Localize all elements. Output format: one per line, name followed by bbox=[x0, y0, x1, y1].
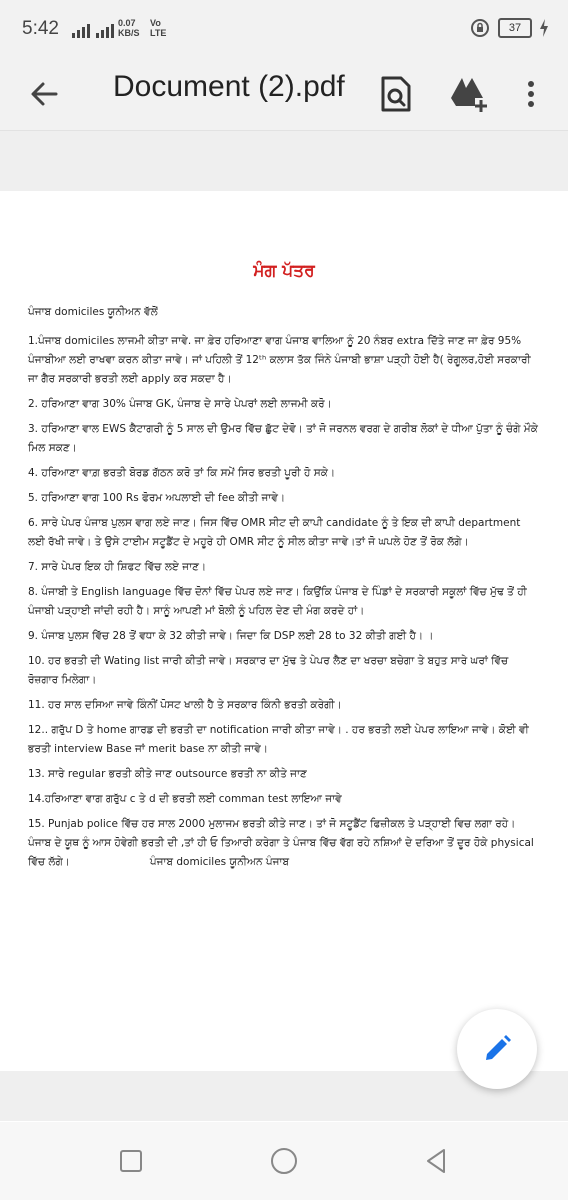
edit-fab-button[interactable] bbox=[457, 1009, 537, 1089]
doc-paragraph-8: 8. ਪੰਜਾਬੀ ਤੇ English language ਵਿੱਚ ਦੋਨਾਂ ਵਿੱਚ ਪੇਪਰ ਲਏ ਜਾਣ। ਕਿਉਂਕਿ ਪੰਜਾਬ ਦੇ ਪਿੰਡਾਂ ਦੇ ਸਰਕਾਰੀ ਸਕੂਲਾਂ ਵਿੱਚ ਮੁੱਢ ਤੋਂ ਹੀ ਪੰਜਾਬੀ ਪੜ੍ਹਾਈ ਜਾਂਦੀ ਰਹੀ ਹੈ। ਸਾਨੂੰ ਆਪਣੀ ਮਾਂ ਬੋਲੀ ਨੂੰ ਪਹਿਲ ਦੇਣ ਦੀ ਮੰਗ ਕਰਦੇ ਹਾਂ। bbox=[28, 586, 527, 617]
status-time: 5:42 bbox=[22, 18, 59, 39]
battery-icon: 37 bbox=[498, 18, 532, 38]
document-title: Document (2).pdf bbox=[113, 70, 345, 103]
system-nav-bar bbox=[0, 1122, 568, 1200]
drive-add-icon[interactable] bbox=[449, 74, 487, 114]
doc-signature: ਪੰਜਾਬ domiciles ਯੂਨੀਅਨ ਪੰਜਾਬ bbox=[149, 856, 290, 868]
doc-paragraph-4: 4. ਹਰਿਆਣਾ ਵਾਗ਼ ਭਰਤੀ ਬੋਰਡ ਗੱਠਨ ਕਰੋ ਤਾਂ ਕਿ ਸਮੇਂ ਸਿਰ ਭਰਤੀ ਪੂਰੀ ਹੋ ਸਕੇ। bbox=[28, 467, 336, 479]
signal-icon bbox=[72, 22, 116, 38]
doc-paragraph-12: 12.. ਗਰੁੱਪ D ਤੇ home ਗਾਰਡ ਦੀ ਭਰਤੀ ਦਾ notification ਜਾਰੀ ਕੀਤਾ ਜਾਵੇ। . ਹਰ ਭਰਤੀ ਲਈ ਪੇਪਰ ਲਾਇਆ ਜਾਵੇ। ਕੋਈ ਵੀ ਭਰਤੀ interview Base ਜਾਂ merit base ਨਾ ਕੀਤੀ ਜਾਵੇ। bbox=[28, 724, 529, 755]
doc-intro: ਪੰਜਾਬ domiciles ਯੂਨੀਅਨ ਵੱਲੋਂ bbox=[28, 306, 158, 318]
status-bar bbox=[0, 0, 568, 58]
home-circle-icon[interactable] bbox=[269, 1146, 299, 1176]
doc-paragraph-13: 13. ਸਾਰੇ regular ਭਰਤੀ ਕੀਤੇ ਜਾਣ outsource ਭਰਤੀ ਨਾ ਕੀਤੇ ਜਾਣ bbox=[28, 768, 307, 780]
doc-paragraph-7: 7. ਸਾਰੇ ਪੇਪਰ ਇਕ ਹੀ ਸ਼ਿਫਟ ਵਿੱਚ ਲਏ ਜਾਣ। bbox=[28, 561, 207, 573]
network-speed: 0.07 KB/S bbox=[118, 18, 140, 38]
doc-body bbox=[28, 303, 540, 878]
recents-square-icon[interactable] bbox=[116, 1146, 146, 1176]
doc-paragraph-6: 6. ਸਾਰੇ ਪੇਪਰ ਪੰਜਾਬ ਪੁਲਸ ਵਾਗ ਲਏ ਜਾਣ। ਜਿਸ ਵਿੱਚ OMR ਸੀਟ ਦੀ ਕਾਪੀ candidate ਨੂੰ ਤੇ ਇਕ ਦੀ ਕਾਪੀ department ਲਈ ਰੱਖੀ ਜਾਵੇ। ਤੇ ਉਸੇ ਟਾਈਮ ਸਟੂਡੈਂਟ ਦੇ ਮਹੂਰੇ ਹੀ OMR ਸੀਟ ਨੂੰ ਸੀਲ ਕੀਤਾ ਜਾਵੇ।ਤਾਂ ਜੋ ਘਪਲੇ ਹੋਣ ਤੋਂ ਰੋਕ ਲੱਗੇ। bbox=[28, 517, 521, 548]
status-right bbox=[470, 18, 548, 38]
doc-paragraph-14: 14.ਹਰਿਆਣਾ ਵਾਗ ਗਰੁੱਪ c ਤੇ d ਦੀ ਭਰਤੀ ਲਈ comman test ਲਾਇਆ ਜਾਵੇ bbox=[28, 793, 342, 805]
doc-paragraph-15-text: 15. Punjab police ਵਿੱਚ ਹਰ ਸਾਲ 2000 ਮੁਲਾਜਮ ਭਰਤੀ ਕੀਤੇ ਜਾਣ। ਤਾਂ ਜੋ ਸਟੂਡੈਂਟ ਫਿਜ਼ੀਕਲ ਤੇ ਪੜ੍ਹਾਈ ਵਿਚ ਲਗਾ ਰਹੇ। ਪੰਜਾਬ ਦੇ ਯੂਥ ਨੂੰ ਆਸ ਹੋਵੇਗੀ ਭਰਤੀ ਦੀ ,ਤਾਂ ਹੀ ਓ ਤਿਆਰੀ ਕਰੇਗਾ ਤੇ ਪੰਜਾਬ ਵਿੱਚ ਵੱਗ ਰਹੇ ਨਸ਼ਿਆਂ ਦੇ ਦਰਿਆ ਤੋਂ ਦੂਰ ਹੋਕੇ physical ਵਿੱਚ ਲੱਗੇ। bbox=[28, 818, 534, 868]
doc-paragraph-9: 9. ਪੰਜਾਬ ਪੁਲਸ ਵਿੱਚ 28 ਤੋਂ ਵਧਾ ਕੇ 32 ਕੀਤੀ ਜਾਵੇ। ਜਿਦਾ ਕਿ DSP ਲਈ 28 to 32 ਕੀਤੀ ਗਈ ਹੈ। । bbox=[28, 630, 434, 642]
doc-paragraph-15 bbox=[28, 815, 540, 872]
doc-paragraph-3: 3. ਹਰਿਆਣਾ ਵਾਲ EWS ਕੈਟਾਗਰੀ ਨੂੰ 5 ਸਾਲ ਦੀ ਉਮਰ ਵਿੱਚ ਛੁੱਟ ਦੇਵੋ। ਤਾਂ ਜੋ ਜਰਨਲ ਵਰਗ ਦੇ ਗਰੀਬ ਲੋਕਾਂ ਦੇ ਧੀਆ ਪੁੱਤਾ ਨੂੰ ਚੰਗੇ ਮੌਕੇ ਮਿਲ ਸਕਣ। bbox=[28, 423, 538, 454]
charging-bolt-icon bbox=[540, 19, 548, 37]
app-toolbar bbox=[0, 58, 568, 131]
doc-paragraph-1: 1.ਪੰਜਾਬ domiciles ਲਾਜਮੀ ਕੀਤਾ ਜਾਵੇ. ਜਾ ਫ਼ੇਰ ਹਰਿਆਣਾ ਵਾਗ ਪੰਜਾਬ ਵਾਲਿਆ ਨੂੰ 20 ਨੰਬਰ extra ਦਿੱਤੇ ਜਾਣ ਜਾ ਫ਼ੇਰ 95% ਪੰਜਾਬੀਆ ਲਈ ਰਾਖਵਾ ਕਰਨ ਕੀਤਾ ਜਾਵੇ। ਜਾਂ ਪਹਿਲੀ ਤੋਂ 12ᵗʰ ਕਲਾਸ ਤੱਕ ਜਿੰਨੇ ਪੰਜਾਬੀ ਭਾਸ਼ਾ ਪੜ੍ਹੀ ਹੋਈ ਹੈ( ਰੇਗੂਲਰ,ਹੋਈ ਸਰਕਾਰੀ ਜਾ ਗੈਰ ਸਰਕਾਰੀ ਭਰਤੀ ਲਈ apply ਕਰ ਸਕਦਾ ਹੈ। bbox=[28, 335, 531, 385]
more-vert-icon[interactable] bbox=[516, 74, 546, 114]
pdf-viewer[interactable] bbox=[0, 131, 568, 1121]
doc-paragraph-10: 10. ਹਰ ਭਰਤੀ ਦੀ Wating list ਜਾਰੀ ਕੀਤੀ ਜਾਵੇ। ਸਰਕਾਰ ਦਾ ਮੁੱਢ ਤੇ ਪੇਪਰ ਲੈਣ ਦਾ ਖਰਚਾ ਬਚੇਗਾ ਤੇ ਬਹੁਤ ਸਾਰੇ ਘਰਾਂ ਵਿੱਚ ਰੋਜ਼ਗਾਰ ਮਿਲੇਗਾ। bbox=[28, 655, 509, 686]
edit-pencil-icon bbox=[480, 1032, 514, 1066]
doc-heading: ਮੰਗ ਪੱਤਰ bbox=[253, 261, 315, 281]
doc-paragraph-11: 11. ਹਰ ਸਾਲ ਦਸਿਆ ਜਾਵੇ ਕਿੰਨੀਂ ਪੋਸਟ ਖਾਲੀ ਹੈ ਤੇ ਸਰਕਾਰ ਕਿੰਨੀ ਭਰਤੀ ਕਰੇਗੀ। bbox=[28, 699, 342, 711]
carrier-indicator: Vo LTE bbox=[150, 18, 167, 38]
lock-rotation-icon bbox=[470, 18, 490, 38]
pdf-page bbox=[0, 191, 568, 1071]
back-arrow-icon[interactable] bbox=[26, 76, 62, 112]
doc-paragraph-5: 5. ਹਰਿਆਣਾ ਵਾਗ 100 Rs ਫੋਰਮ ਅਪਲਾਈ ਦੀ fee ਕੀਤੀ ਜਾਵੇ। bbox=[28, 492, 286, 504]
back-triangle-icon[interactable] bbox=[422, 1146, 452, 1176]
search-document-icon[interactable] bbox=[377, 74, 415, 114]
doc-paragraph-2: 2. ਹਰਿਆਣਾ ਵਾਗ 30% ਪੰਜਾਬ GK, ਪੰਜਾਬ ਦੇ ਸਾਰੇ ਪੇਪਰਾਂ ਲਈ ਲਾਜਮੀ ਕਰੋ। bbox=[28, 398, 332, 410]
